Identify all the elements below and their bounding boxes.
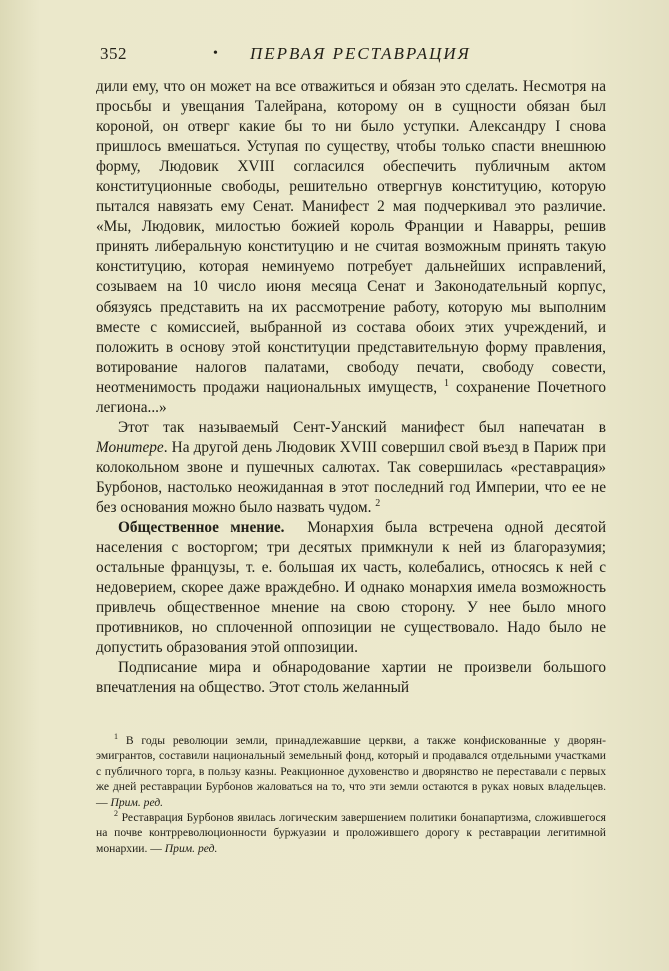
paragraph-1 (96, 77, 606, 418)
newspaper-title: Монитере (96, 438, 164, 456)
running-title: ПЕРВАЯ РЕСТАВРАЦИЯ (250, 44, 471, 63)
footnote-2-note: Прим. ред. (164, 841, 218, 855)
paragraph-4-text: Подписание мира и обнародование хартии не произвели большого впечатления на общество. Этот столь желанный (96, 659, 606, 697)
page-number: 352 (100, 44, 127, 63)
paragraph-1-end: сохранение Почетного легиона...» (96, 378, 606, 416)
footnote-ref-1: 1 (444, 377, 450, 389)
paragraph-2 (96, 418, 606, 518)
paragraph-2-end: . На другой день Людовик XVIII совершил свой въезд в Париж при колокольном звоне и пушечных салютах. Так совершилась «реставрация» Бурбонов, настолько неожиданная в этот последний год Империи, что ее не без основания можно было назвать чудом. (96, 438, 606, 516)
paragraph-4 (96, 658, 606, 698)
paragraph-1-text: дили ему, что он может на все отважиться и обязан это сделать. Несмотря на просьбы и увещания Талейрана, которому он в сущности обязан был короной, он отверг какие бы то ни было уступки. Александру I снова пришлось вмешаться. Уступая по существу, чтобы только спасти внешнюю форму, Людовик XVIII согласился обеспечить публичным актом конституционные свободы, решительно отвергнув конституцию, которую пытался навязать ему Сенат. Манифест 2 мая подчеркивал это различие. «Мы, Людовик, милостью божией король Франции и Наварры, решив принять либеральную конституцию и не считая возможным принять такую конституцию, которая неминуемо потребует дальнейших исправлений, созываем на 10 число июня месяца Сенат и Законодательный корпус, обязуясь представить на их рассмотрение работу, которую мы выполним вместе с комиссией, выбранной из состава обоих этих учреждений, и положить в основу этой конституции представительную форму правления, вотирование налогов палатами, свободу печати, свободу совести, неотменимость продажи национальных имуществ, (96, 78, 606, 396)
paragraph-3-text: Монархия была встречена одной десятой населения с восторгом; три десятых примкнули к ней из благоразумия; остальные французы, т. е. большая их часть, колебались, относясь к ней с недоверием, скорее даже враждебно. И однако монархия имела возможность привлечь общественное мнение на свою сторону. У нее было много противников, но сплоченной оппозиции не существовало. Надо было не допустить образования этой оппозиции. (96, 519, 606, 657)
footnote-2 (96, 810, 606, 856)
footnote-1-text: В годы революции земли, принадлежавшие церкви, а также конфискованные у дворян-эмигрантов, составили национальный земельный фонд, который и продавался отдельными участками с публичного торга, в пользу казны. Реакционное духовенство и дворянство не переставали с первых же дней реставрации Бурбонов жаловаться на то, что эти земли остаются в руках новых владельцев. — (96, 734, 606, 809)
footnote-2-text: Реставрация Бурбонов явилась логическим завершением политики бонапартизма, сложившегося на почве контрреволюционности буржуазии и проложившего дорогу к реставрации легитимной монархии. — (96, 811, 606, 855)
footnote-1-mark: 1 (114, 732, 118, 742)
footnote-1-note: Прим. ред. (110, 795, 164, 809)
header-dot: • (213, 46, 218, 61)
paragraph-3 (96, 518, 606, 658)
page-header (100, 44, 620, 66)
section-heading: Общественное мнение. (118, 519, 285, 537)
footnote-ref-2: 2 (375, 497, 381, 509)
footnotes (96, 733, 606, 856)
paragraph-2-start: Этот так называемый Сент-Уанский манифест был напечатан в (118, 418, 606, 436)
footnote-2-mark: 2 (114, 809, 118, 819)
footnote-1 (96, 733, 606, 810)
body-text (96, 77, 606, 698)
